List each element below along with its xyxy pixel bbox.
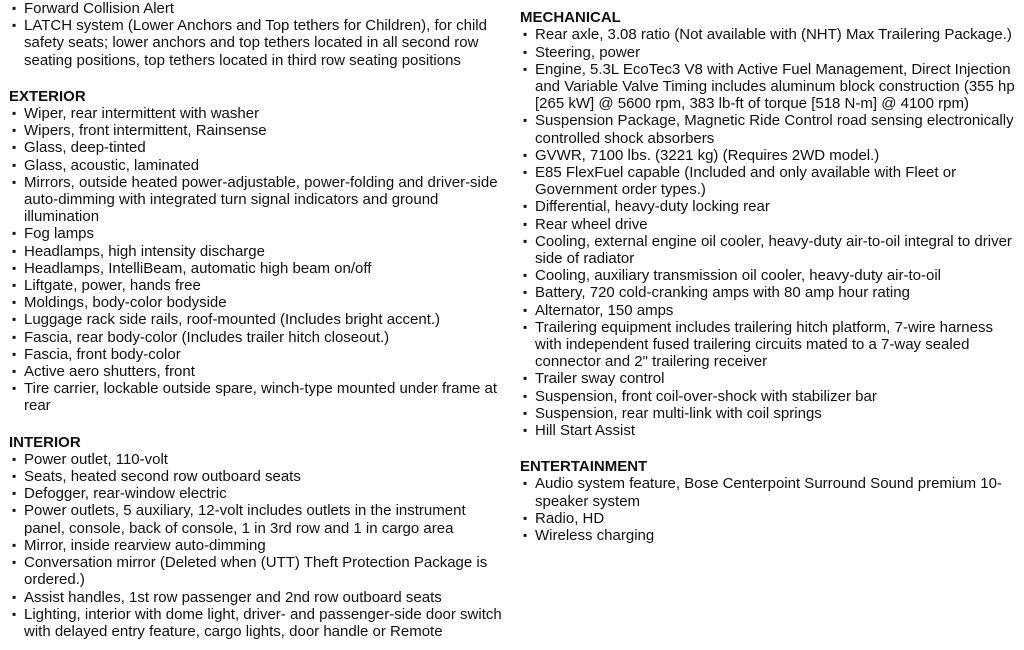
bullet-icon: ▪ xyxy=(523,44,528,59)
bullet-icon: ▪ xyxy=(12,174,17,189)
bullet-icon: ▪ xyxy=(12,226,17,241)
list-item: ▪ Active aero shutters, front xyxy=(12,363,195,381)
list-item: ▪ Wiper, rear intermittent with washer xyxy=(12,105,260,123)
bullet-icon: ▪ xyxy=(12,469,17,484)
list-item: ▪ Fog lamps xyxy=(12,225,95,243)
bullet-icon: ▪ xyxy=(12,106,17,121)
list-item: ▪ Differential, heavy-duty locking rear xyxy=(523,198,770,216)
list-item: ▪ Headlamps, high intensity discharge xyxy=(12,242,265,260)
bullet-icon: ▪ xyxy=(12,486,17,501)
list-item: ▪ Engine, 5.3L EcoTec3 V8 with Active Fuel Management, Direct Injection and Variable Valve Timing includes aluminum block construction (355 hp [265 kW] @ 5600 rpm, 383 lb-ft of torque [518 N-m] @ 4100 rpm) xyxy=(523,60,1015,113)
list-item: ▪ Trailer sway control xyxy=(523,370,665,388)
bullet-icon: ▪ xyxy=(523,510,528,525)
list-item: ▪ Hill Start Assist xyxy=(523,422,636,440)
list-item: ▪ E85 FlexFuel capable (Included and only available with Fleet or Government order types.) xyxy=(523,164,957,199)
bullet-icon: ▪ xyxy=(12,329,17,344)
exterior-list xyxy=(9,105,509,415)
list-item: ▪ Forward Collision Alert xyxy=(12,0,175,17)
list-item: ▪ Moldings, body-color bodyside xyxy=(12,294,227,312)
list-item: ▪ Conversation mirror (Deleted when (UTT) Theft Protection Package is ordered.) xyxy=(12,554,488,589)
list-item: ▪ Glass, acoustic, laminated xyxy=(12,156,200,174)
bullet-icon: ▪ xyxy=(523,285,528,300)
list-item: ▪ Mirror, inside rearview auto-dimming xyxy=(12,536,266,554)
bullet-icon: ▪ xyxy=(523,165,528,180)
bullet-icon: ▪ xyxy=(523,61,528,76)
list-item: ▪ Suspension, front coil-over-shock with stabilizer bar xyxy=(523,387,877,405)
list-item: ▪ Suspension Package, Magnetic Ride Control road sensing electronically controlled shock absorbers xyxy=(523,112,1014,147)
bullet-icon: ▪ xyxy=(523,268,528,283)
list-item: ▪ Mirrors, outside heated power-adjustable, power-folding and driver-side auto-dimming with integrated turn signal indicators and ground illumination xyxy=(12,173,498,226)
mechanical-heading: MECHANICAL xyxy=(520,9,621,27)
bullet-icon: ▪ xyxy=(12,18,17,33)
list-item: ▪ Audio system feature, Bose Centerpoint Surround Sound premium 10-speaker system xyxy=(523,475,1002,510)
bullet-icon: ▪ xyxy=(523,216,528,231)
list-item: ▪ Luggage rack side rails, roof-mounted (Includes bright accent.) xyxy=(12,311,441,329)
bullet-icon: ▪ xyxy=(12,451,17,466)
bullet-icon: ▪ xyxy=(12,364,17,379)
list-item: ▪ Liftgate, power, hands free xyxy=(12,277,201,295)
list-item: ▪ Wireless charging xyxy=(523,527,655,545)
bullet-icon: ▪ xyxy=(12,157,17,172)
bullet-icon: ▪ xyxy=(12,260,17,275)
list-item: ▪ Tire carrier, lockable outside spare, winch-type mounted under frame at rear xyxy=(12,380,498,415)
bullet-icon: ▪ xyxy=(523,147,528,162)
bullet-icon: ▪ xyxy=(12,140,17,155)
bullet-icon: ▪ xyxy=(12,606,17,621)
list-item: ▪ Rear axle, 3.08 ratio (Not available with (NHT) Max Trailering Package.) xyxy=(523,26,1012,44)
bullet-icon: ▪ xyxy=(523,27,528,42)
list-item: ▪ Power outlet, 110-volt xyxy=(12,450,168,468)
interior-heading: INTERIOR xyxy=(9,433,81,451)
bullet-icon: ▪ xyxy=(12,1,17,15)
list-item: ▪ Headlamps, IntelliBeam, automatic high beam on/off xyxy=(12,259,372,277)
bullet-icon: ▪ xyxy=(523,371,528,386)
bullet-icon: ▪ xyxy=(12,278,17,293)
list-item: ▪ Cooling, external engine oil cooler, heavy-duty air-to-oil integral to driver side of radiator xyxy=(523,232,1012,268)
list-item: ▪ Rear wheel drive xyxy=(523,215,648,233)
list-item: ▪ Fascia, rear body-color (Includes trailer hitch closeout.) xyxy=(12,328,390,346)
bullet-icon: ▪ xyxy=(12,555,17,570)
list-item: ▪ Glass, deep-tinted xyxy=(12,139,146,157)
entertainment-list xyxy=(520,475,1020,544)
list-item: ▪ Fascia, front body-color xyxy=(12,345,181,363)
list-item: ▪ LATCH system (Lower Anchors and Top tethers for Children), for child safety seats; lower anchors and top tethers located in all second row seating positions, top tethers located in third row seating positions xyxy=(12,17,487,69)
list-item: ▪ Trailering equipment includes trailering hitch platform, 7-wire harness with independent fused trailering circuits mated to a 7-way sealed connector and 2" trailering receiver xyxy=(523,318,993,371)
bullet-icon: ▪ xyxy=(523,199,528,214)
bullet-icon: ▪ xyxy=(12,123,17,138)
entertainment-heading: ENTERTAINMENT xyxy=(520,458,648,476)
list-item: ▪ Defogger, rear-window electric xyxy=(12,485,227,503)
list-item: ▪ GVWR, 7100 lbs. (3221 kg) (Requires 2WD model.) xyxy=(523,146,880,164)
list-item: ▪ Power outlets, 5 auxiliary, 12-volt includes outlets in the instrument panel, console, back of console, 1 in 3rd row and 1 in cargo area xyxy=(12,502,466,537)
bullet-icon: ▪ xyxy=(523,423,528,438)
bullet-icon: ▪ xyxy=(523,476,528,491)
top-list xyxy=(9,0,509,69)
bullet-icon: ▪ xyxy=(523,528,528,543)
list-item: ▪ Seats, heated second row outboard seats xyxy=(12,468,301,486)
list-item: ▪ Lighting, interior with dome light, driver- and passenger-side door switch with delayed entry feature, cargo lights, door handle or Remote xyxy=(12,605,502,640)
bullet-icon: ▪ xyxy=(523,388,528,403)
list-item: ▪ Cooling, auxiliary transmission oil cooler, heavy-duty air-to-oil xyxy=(523,267,942,285)
mechanical-list xyxy=(520,26,1020,439)
bullet-icon: ▪ xyxy=(12,312,17,327)
list-item: ▪ Battery, 720 cold-cranking amps with 80 amp hour rating xyxy=(523,284,910,302)
list-item: ▪ Alternator, 150 amps xyxy=(523,301,674,319)
list-item: ▪ Suspension, rear multi-link with coil springs xyxy=(523,404,822,422)
bullet-icon: ▪ xyxy=(523,113,528,128)
bullet-icon: ▪ xyxy=(523,405,528,420)
bullet-icon: ▪ xyxy=(523,233,528,248)
interior-list xyxy=(9,451,509,640)
clipped-line xyxy=(520,0,1020,3)
list-item: ▪ Steering, power xyxy=(523,43,641,61)
bullet-icon: ▪ xyxy=(523,319,528,334)
bullet-icon: ▪ xyxy=(12,589,17,604)
bullet-icon: ▪ xyxy=(12,295,17,310)
list-item: ▪ Radio, HD xyxy=(523,509,605,527)
list-item: ▪ Wipers, front intermittent, Rainsense xyxy=(12,122,267,140)
list-item: ▪ Assist handles, 1st row passenger and 2nd row outboard seats xyxy=(12,588,442,606)
right-column xyxy=(520,0,1020,544)
bullet-icon: ▪ xyxy=(12,503,17,518)
bullet-icon: ▪ xyxy=(12,243,17,258)
exterior-heading: EXTERIOR xyxy=(9,87,86,105)
bullet-icon: ▪ xyxy=(523,302,528,317)
bullet-icon: ▪ xyxy=(12,381,17,396)
bullet-icon: ▪ xyxy=(12,346,17,361)
bullet-icon: ▪ xyxy=(12,537,17,552)
left-column xyxy=(9,0,509,640)
